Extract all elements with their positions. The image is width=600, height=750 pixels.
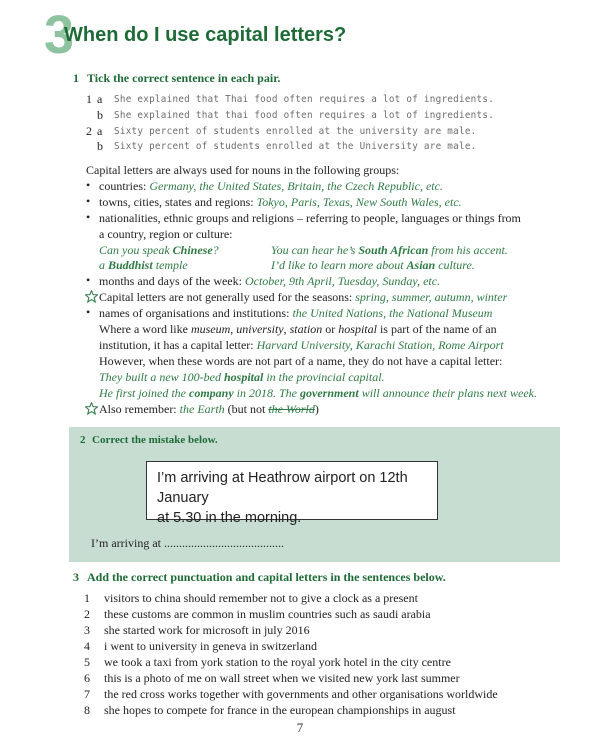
bullet: •: [86, 210, 91, 224]
rule-institution: institution, it has a capital letter: Harvard University, Karachi Station, Rome Airport: [99, 338, 504, 352]
list-item: 6 this is a photo of me on wall street when we visited new york last summer: [84, 671, 460, 685]
page-title: When do I use capital letters?: [64, 24, 347, 46]
list-item: 7 the red cross works together with governments and other organisations worldwide: [84, 687, 498, 701]
rule-nationalities-cont: a country, region or culture:: [99, 227, 233, 241]
example-south-african: You can hear he’s South African from his accent.: [271, 243, 508, 257]
bullet: •: [86, 305, 91, 319]
list-item: 8 she hopes to compete for france in the european championships in august: [84, 703, 456, 717]
option-label: b: [97, 139, 103, 153]
bullet: •: [86, 194, 91, 208]
rule-months: months and days of the week: October, 9th April, Tuesday, Sunday, etc.: [99, 274, 441, 288]
option-label: b: [97, 108, 103, 122]
example-buddhist: a Buddhist temple: [99, 258, 188, 272]
option-sentence[interactable]: She explained that thai food often requires a lot of ingredients.: [114, 110, 495, 121]
star-icon: [85, 402, 98, 415]
sentence-box: [146, 461, 438, 526]
option-sentence[interactable]: Sixty percent of students enrolled at the University are male.: [114, 141, 477, 152]
list-item: 4 i went to university in geneva in switzerland: [84, 639, 317, 653]
pair-number: 2: [86, 124, 92, 138]
exercise-1-heading: [73, 71, 280, 86]
answer-field[interactable]: I’m arriving at ........................................: [91, 536, 284, 550]
rule-organisations: names of organisations and institutions: the United Nations, the National Museum: [99, 306, 493, 320]
star-icon: [85, 290, 98, 303]
sentence-line: at 5.30 in the morning.: [157, 510, 302, 526]
list-item: 5 we took a taxi from york station to the royal york hotel in the city centre: [84, 655, 451, 669]
example-company: He first joined the company in 2018. The government will announce their plans next week.: [99, 386, 537, 400]
rule-where-word: Where a word like museum, university, station or hospital is part of the name of an: [99, 322, 497, 336]
rule-also-remember: Also remember: the Earth (but not the World): [99, 402, 319, 416]
page-number: 7: [296, 720, 304, 735]
exercise-3-heading: 3 Add the correct punctuation and capital letters in the sentences below.: [73, 570, 446, 584]
option-label: a: [97, 124, 103, 138]
rules-intro: Capital letters are always used for nouns in the following groups:: [86, 163, 400, 177]
list-item: 1 visitors to china should remember not to give a clock as a present: [84, 591, 418, 605]
option-sentence[interactable]: She explained that Thai food often requires a lot of ingredients.: [114, 94, 495, 105]
bullet: •: [86, 273, 91, 287]
sentence-line: I’m arriving at Heathrow airport on 12th January: [157, 470, 408, 506]
exercise-instruction: Tick the correct sentence in each pair.: [87, 71, 281, 85]
option-label: a: [97, 92, 103, 106]
example-asian: I’d like to learn more about Asian culture.: [271, 258, 475, 272]
rule-however: However, when these words are not part of a name, they do not have a capital letter:: [99, 354, 503, 368]
exercise-number: 1: [73, 71, 79, 85]
rule-nationalities: nationalities, ethnic groups and religions – referring to people, languages or things from: [99, 211, 521, 225]
section-number: 3: [44, 5, 75, 65]
rule-countries: countries: Germany, the United States, Britain, the Czech Republic, etc.: [99, 179, 443, 193]
list-item: 3 she started work for microsoft in july 2016: [84, 623, 310, 637]
option-sentence[interactable]: Sixty percent of students enrolled at the university are male.: [114, 126, 477, 137]
pair-number: 1: [86, 92, 92, 106]
list-item: 2 these customs are common in muslim countries such as saudi arabia: [84, 607, 431, 621]
rule-seasons: Capital letters are not generally used for the seasons: spring, summer, autumn, winter: [99, 290, 508, 304]
rule-towns: towns, cities, states and regions: Tokyo, Paris, Texas, New South Wales, etc.: [99, 195, 462, 209]
bullet: •: [86, 178, 91, 192]
example-chinese: Can you speak Chinese?: [99, 243, 219, 257]
example-hospital: They built a new 100-bed hospital in the provincial capital.: [99, 370, 385, 384]
exercise-2-heading: 2 Correct the mistake below.: [80, 434, 218, 446]
